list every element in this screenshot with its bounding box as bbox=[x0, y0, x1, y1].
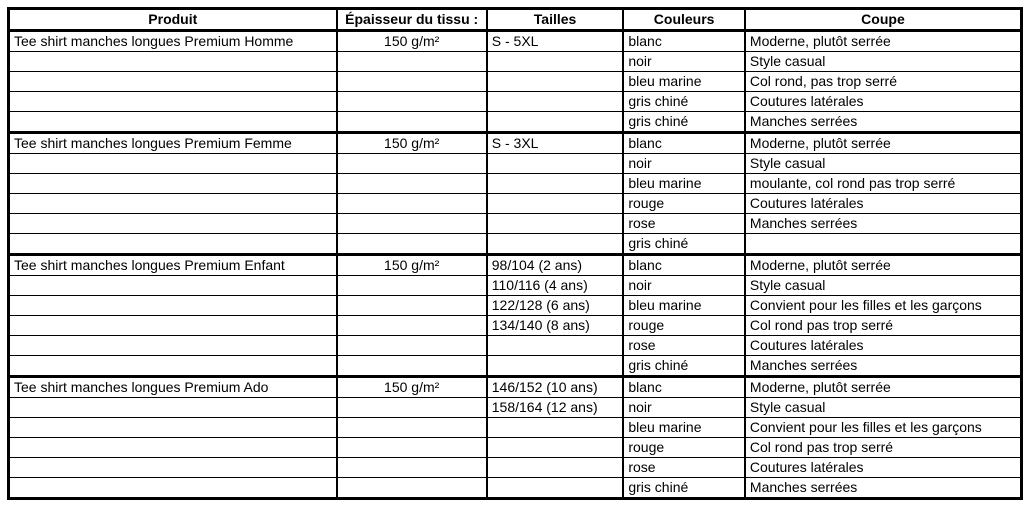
cell-cut: Manches serrées bbox=[745, 356, 1022, 377]
table-row bbox=[9, 174, 1022, 194]
cell-size: 146/152 (10 ans) bbox=[487, 377, 624, 398]
cell-color: bleu marine bbox=[623, 72, 745, 92]
cell-color: rouge bbox=[623, 316, 745, 336]
table-row bbox=[9, 418, 1022, 438]
cell-fabric-weight bbox=[337, 174, 487, 194]
cell-product bbox=[9, 52, 337, 72]
cell-color: bleu marine bbox=[623, 296, 745, 316]
col-header-produit: Produit bbox=[9, 9, 337, 31]
cell-product: Tee shirt manches longues Premium Enfant bbox=[9, 255, 337, 276]
cell-fabric-weight bbox=[337, 418, 487, 438]
cell-size: 134/140 (8 ans) bbox=[487, 316, 624, 336]
product-table-body bbox=[9, 31, 1022, 499]
cell-fabric-weight bbox=[337, 438, 487, 458]
cell-cut: Style casual bbox=[745, 52, 1022, 72]
table-row bbox=[9, 52, 1022, 72]
cell-cut: Col rond pas trop serré bbox=[745, 316, 1022, 336]
cell-cut: Col rond pas trop serré bbox=[745, 438, 1022, 458]
cell-fabric-weight bbox=[337, 52, 487, 72]
table-row bbox=[9, 72, 1022, 92]
col-header-epaisseur: Épaisseur du tissu : bbox=[337, 9, 487, 31]
cell-fabric-weight bbox=[337, 154, 487, 174]
table-row bbox=[9, 296, 1022, 316]
cell-size: S - 5XL bbox=[487, 31, 624, 52]
cell-size bbox=[487, 214, 624, 234]
cell-fabric-weight bbox=[337, 234, 487, 255]
cell-product: Tee shirt manches longues Premium Ado bbox=[9, 377, 337, 398]
cell-product bbox=[9, 438, 337, 458]
cell-product bbox=[9, 418, 337, 438]
cell-fabric-weight bbox=[337, 214, 487, 234]
table-row bbox=[9, 356, 1022, 377]
cell-cut: Manches serrées bbox=[745, 112, 1022, 133]
cell-color: gris chiné bbox=[623, 112, 745, 133]
table-row bbox=[9, 255, 1022, 276]
cell-size bbox=[487, 356, 624, 377]
cell-cut: moulante, col rond pas trop serré bbox=[745, 174, 1022, 194]
cell-product bbox=[9, 458, 337, 478]
cell-fabric-weight: 150 g/m² bbox=[337, 133, 487, 154]
cell-cut: Manches serrées bbox=[745, 214, 1022, 234]
cell-fabric-weight bbox=[337, 316, 487, 336]
table-row bbox=[9, 398, 1022, 418]
cell-cut: Style casual bbox=[745, 398, 1022, 418]
cell-size bbox=[487, 92, 624, 112]
cell-size bbox=[487, 478, 624, 499]
cell-color: noir bbox=[623, 398, 745, 418]
table-row bbox=[9, 92, 1022, 112]
cell-product bbox=[9, 316, 337, 336]
cell-size bbox=[487, 72, 624, 92]
cell-fabric-weight bbox=[337, 336, 487, 356]
cell-color: blanc bbox=[623, 31, 745, 52]
table-row bbox=[9, 112, 1022, 133]
cell-color: rose bbox=[623, 336, 745, 356]
table-row bbox=[9, 316, 1022, 336]
cell-size bbox=[487, 438, 624, 458]
cell-product bbox=[9, 356, 337, 377]
cell-color: noir bbox=[623, 52, 745, 72]
table-row bbox=[9, 438, 1022, 458]
cell-cut: Moderne, plutôt serrée bbox=[745, 31, 1022, 52]
cell-fabric-weight bbox=[337, 458, 487, 478]
table-row bbox=[9, 194, 1022, 214]
cell-product bbox=[9, 234, 337, 255]
cell-color: bleu marine bbox=[623, 174, 745, 194]
table-header bbox=[9, 9, 1022, 31]
cell-cut: Convient pour les filles et les garçons bbox=[745, 418, 1022, 438]
table-row bbox=[9, 234, 1022, 255]
cell-fabric-weight bbox=[337, 276, 487, 296]
table-row bbox=[9, 31, 1022, 52]
cell-color: rose bbox=[623, 458, 745, 478]
cell-fabric-weight bbox=[337, 296, 487, 316]
cell-fabric-weight bbox=[337, 356, 487, 377]
cell-cut: Style casual bbox=[745, 276, 1022, 296]
table-row bbox=[9, 276, 1022, 296]
cell-product bbox=[9, 112, 337, 133]
cell-cut: Moderne, plutôt serrée bbox=[745, 377, 1022, 398]
cell-cut: Convient pour les filles et les garçons bbox=[745, 296, 1022, 316]
cell-fabric-weight: 150 g/m² bbox=[337, 255, 487, 276]
col-header-tailles: Tailles bbox=[487, 9, 624, 31]
cell-color: gris chiné bbox=[623, 478, 745, 499]
cell-fabric-weight: 150 g/m² bbox=[337, 31, 487, 52]
cell-cut: Coutures latérales bbox=[745, 92, 1022, 112]
cell-product bbox=[9, 174, 337, 194]
cell-cut: Coutures latérales bbox=[745, 336, 1022, 356]
cell-color: noir bbox=[623, 276, 745, 296]
product-table bbox=[7, 7, 1023, 500]
cell-color: bleu marine bbox=[623, 418, 745, 438]
cell-fabric-weight bbox=[337, 112, 487, 133]
cell-color: rouge bbox=[623, 194, 745, 214]
cell-fabric-weight bbox=[337, 398, 487, 418]
cell-product bbox=[9, 276, 337, 296]
cell-size bbox=[487, 112, 624, 133]
table-row bbox=[9, 478, 1022, 499]
cell-cut: Moderne, plutôt serrée bbox=[745, 255, 1022, 276]
cell-fabric-weight bbox=[337, 194, 487, 214]
cell-product bbox=[9, 296, 337, 316]
cell-product bbox=[9, 214, 337, 234]
cell-size: 122/128 (6 ans) bbox=[487, 296, 624, 316]
table-row bbox=[9, 336, 1022, 356]
cell-product: Tee shirt manches longues Premium Homme bbox=[9, 31, 337, 52]
cell-color: gris chiné bbox=[623, 356, 745, 377]
cell-product bbox=[9, 336, 337, 356]
cell-size: 98/104 (2 ans) bbox=[487, 255, 624, 276]
table-row bbox=[9, 133, 1022, 154]
cell-product bbox=[9, 478, 337, 499]
cell-cut: Style casual bbox=[745, 154, 1022, 174]
cell-color: rouge bbox=[623, 438, 745, 458]
cell-color: rose bbox=[623, 214, 745, 234]
cell-product bbox=[9, 72, 337, 92]
cell-size: 110/116 (4 ans) bbox=[487, 276, 624, 296]
cell-size bbox=[487, 418, 624, 438]
cell-size bbox=[487, 194, 624, 214]
cell-size bbox=[487, 154, 624, 174]
cell-fabric-weight bbox=[337, 478, 487, 499]
cell-color: gris chiné bbox=[623, 92, 745, 112]
cell-product bbox=[9, 154, 337, 174]
cell-size bbox=[487, 458, 624, 478]
cell-color: noir bbox=[623, 154, 745, 174]
cell-product bbox=[9, 398, 337, 418]
cell-product bbox=[9, 92, 337, 112]
cell-product: Tee shirt manches longues Premium Femme bbox=[9, 133, 337, 154]
cell-size: 158/164 (12 ans) bbox=[487, 398, 624, 418]
cell-cut: Moderne, plutôt serrée bbox=[745, 133, 1022, 154]
cell-color: blanc bbox=[623, 255, 745, 276]
cell-color: blanc bbox=[623, 377, 745, 398]
table-row bbox=[9, 458, 1022, 478]
cell-cut: Coutures latérales bbox=[745, 458, 1022, 478]
cell-fabric-weight bbox=[337, 92, 487, 112]
table-row bbox=[9, 377, 1022, 398]
cell-color: gris chiné bbox=[623, 234, 745, 255]
table-row bbox=[9, 154, 1022, 174]
cell-cut: Col rond, pas trop serré bbox=[745, 72, 1022, 92]
cell-size: S - 3XL bbox=[487, 133, 624, 154]
cell-cut bbox=[745, 234, 1022, 255]
cell-size bbox=[487, 174, 624, 194]
cell-fabric-weight: 150 g/m² bbox=[337, 377, 487, 398]
col-header-coupe: Coupe bbox=[745, 9, 1022, 31]
cell-size bbox=[487, 234, 624, 255]
header-row bbox=[9, 9, 1022, 31]
col-header-couleurs: Couleurs bbox=[623, 9, 745, 31]
cell-fabric-weight bbox=[337, 72, 487, 92]
cell-cut: Coutures latérales bbox=[745, 194, 1022, 214]
cell-color: blanc bbox=[623, 133, 745, 154]
cell-size bbox=[487, 336, 624, 356]
cell-cut: Manches serrées bbox=[745, 478, 1022, 499]
table-row bbox=[9, 214, 1022, 234]
cell-size bbox=[487, 52, 624, 72]
cell-product bbox=[9, 194, 337, 214]
